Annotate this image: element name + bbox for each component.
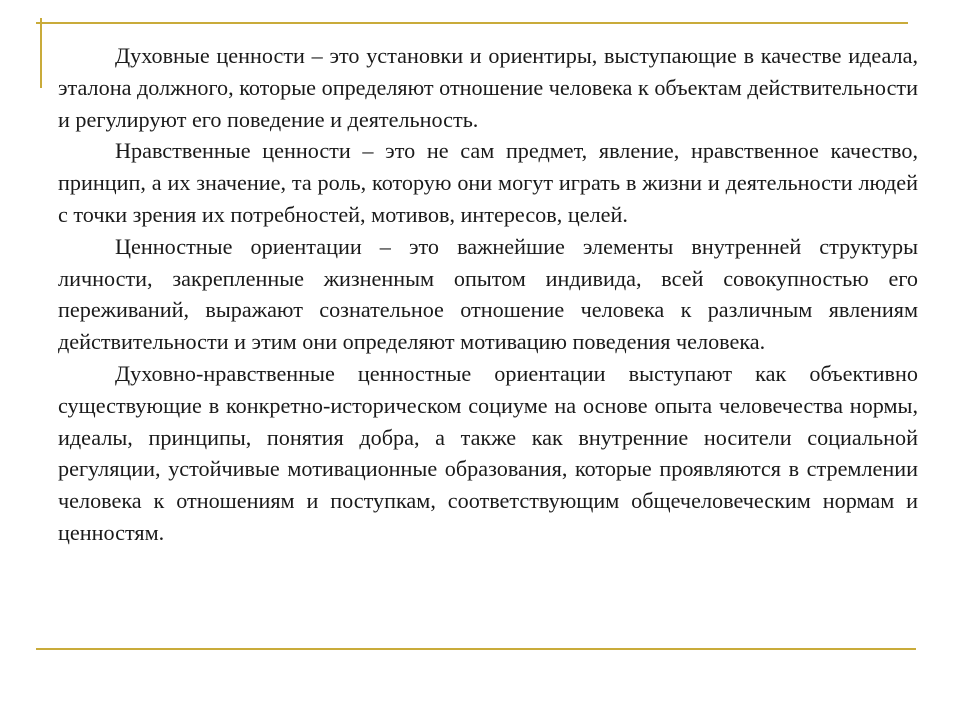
paragraph-spiritual-moral-orientations: Духовно-нравственные ценностные ориентации выступают как объективно существующие в конкретно-историческом социуме на основе опыта человечества нормы, идеалы, принципы, понятия добра, а также как внутренние носители социальной регуляции, устойчивые мотивационные образования, которые проявляются в стремлении человека к отношениям и поступкам, соответствующим общечеловеческим нормам и ценностям. (58, 360, 918, 545)
left-border-line (40, 18, 42, 88)
top-border-line (36, 22, 908, 24)
bottom-border-line (36, 648, 916, 650)
paragraph-value-orientations: Ценностные ориентации – это важнейшие элементы внутренней структуры личности, закрепленные жизненным опытом индивида, всей совокупностью его переживаний, выражают сознательное отношение человека к различным явлениям действительности и этим они определяют мотивацию поведения человека. (58, 233, 918, 355)
text-body (58, 40, 918, 549)
paragraph-moral-values: Нравственные ценности – это не сам предмет, явление, нравственное качество, принцип, а их значение, та роль, которую они могут играть в жизни и деятельности людей с точки зрения их потребностей, мотивов, интересов, целей. (58, 138, 918, 227)
paragraph-spiritual-values: Духовные ценности – это установки и ориентиры, выступающие в качестве идеала, эталона должного, которые определяют отношение человека к объектам действительности и регулируют его поведение и деятельность. (58, 43, 918, 132)
